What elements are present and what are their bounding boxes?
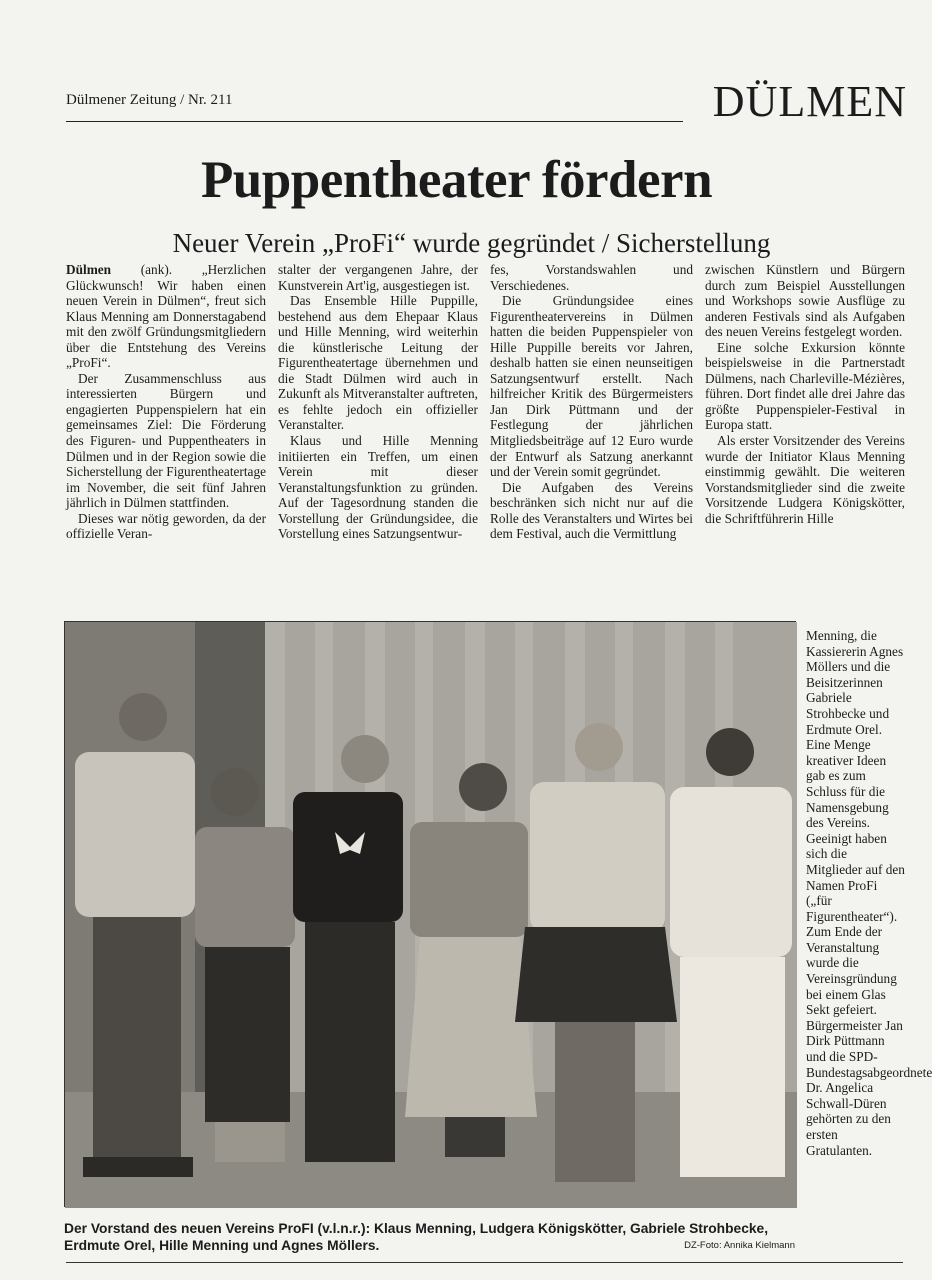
- bottom-rule: [66, 1262, 903, 1263]
- paragraph: Das Ensemble Hille Puppille, bestehend aus dem Ehepaar Klaus und Hille Menning, wird weiterhin die künstlerische Leitung der Figurentheatertage übernehmen und die Stadt Dülmen wird auch in Zukunft als Mitveranstalter auftreten, es fehlte jedoch ein offizieller Veranstalter.: [278, 293, 478, 433]
- person-6: [670, 728, 792, 1177]
- paragraph: Die Gründungsidee eines Figurentheatervereins in Dülmen hatten die beiden Puppenspieler von Hille Puppille bereits vor Jahren, deshalb hatten sie einen neunseitigen Satzungsentwurf erstellt. Nach hilfreicher Kritik des Bürgermeisters Jan Dirk Püttmann und der Festlegung der jährlichen Mitgliedsbeiträge auf 12 Euro wurde der Entwurf als Satzung anerkannt und der Verein somit gegründet.: [490, 293, 693, 480]
- paragraph: Dieses war nötig geworden, da der offizielle Veran-: [66, 510, 266, 542]
- paragraph: Dülmen (ank). „Herzlichen Glückwunsch! Wir haben einen neuen Verein in Dülmen“, freut sich Klaus Menning am Donnerstagabend mit den zwölf Gründungsmitgliedern über die Entstehung des Vereins „ProFi“.: [66, 262, 266, 371]
- person-2: [195, 768, 295, 1162]
- paragraph: Eine Menge kreativer Ideen gab es zum Schluss für die Namensgebung des Vereins. Geeinigt haben sich die Mitglieder auf den Namen ProFi („für Figurentheater“). Zum Ende der Veranstaltung wurde die Vereinsgründung bei einem Glas Sekt gefeiert. Bürgermeister Jan Dirk Püttmann und die SPD-Bundestagsabgeordnete Dr. Angelica Schwall-Düren gehörten zu den ersten Gratulanten.: [806, 737, 932, 1158]
- article-column-1: [66, 262, 266, 542]
- article-column-5: [806, 628, 932, 1158]
- paragraph: Menning, die Kassiererin Agnes Möllers und die Beisitzerinnen Gabriele Strohbecke und Erdmute Orel.: [806, 628, 904, 737]
- paragraph: Die Aufgaben des Vereins beschränken sich nicht nur auf die Rolle des Veranstalters und Wirtes bei dem Festival, auch die Vermittlung: [490, 479, 693, 542]
- person-4: [405, 763, 537, 1157]
- group-photo: [64, 621, 796, 1207]
- group-photo-illustration: [65, 622, 797, 1208]
- section-title: DÜLMEN: [712, 77, 907, 126]
- article-headline: Puppentheater fördern: [200, 151, 713, 209]
- article-column-2: [278, 262, 478, 542]
- article-subheadline: Neuer Verein „ProFi“ wurde gegründet / Sicherstellung: [172, 228, 771, 258]
- photo-credit: DZ-Foto: Annika Kielmann: [684, 1240, 795, 1251]
- person-3: [293, 735, 403, 1162]
- masthead-rule: [66, 121, 683, 122]
- article-column-4: [705, 262, 905, 526]
- paragraph: stalter der vergangenen Jahre, der Kunstverein Art'ig, ausgestiegen ist.: [278, 262, 478, 293]
- paper-issue-label: Dülmener Zeitung / Nr. 211: [66, 92, 233, 108]
- paragraph: zwischen Künstlern und Bürgern durch zum Beispiel Ausstellungen und Workshops sowie Ausflüge zu anderen Festivals sind als Aufgaben des neuen Vereins festgelegt worden.: [705, 262, 905, 340]
- paragraph: fes, Vorstandswahlen und Verschiedenes.: [490, 262, 693, 293]
- paragraph: Der Zusammenschluss aus interessierten Bürgern und engagierten Puppenspielern hat ein gemeinsames Ziel: Die Förderung des Figuren- und Puppentheaters in Dülmen und in der Region sowie die Sicherstellung der Figurentheatertage im November, die seit fünf Jahren jährlich in Dülmen stattfinden.: [66, 370, 266, 511]
- photo-caption: Der Vorstand des neuen Vereins ProFI (v.l.n.r.): Klaus Menning, Ludgera Königskötter, Gabriele Strohbecke, Erdmute Orel, Hille Menning und Agnes Möllers.: [64, 1221, 769, 1253]
- article-column-3: [490, 262, 693, 542]
- person-1: [75, 693, 195, 1177]
- paragraph: Als erster Vorsitzender des Vereins wurde der Initiator Klaus Menning einstimmig gewählt. Die weiteren Vorstandsmitglieder sind die zweite Vorsitzende Ludgera Königskötter, die Schriftführerin Hille: [705, 433, 905, 526]
- paragraph: Eine solche Exkursion könnte beispielsweise in die Partnerstadt Dülmens, nach Charleville-Mézières, führen. Dort findet alle drei Jahre das größte Puppenspieler-Festival in Europa statt.: [705, 339, 905, 433]
- dateline: Dülmen: [66, 262, 112, 277]
- paragraph: Klaus und Hille Menning initiierten ein Treffen, um einen Verein mit dieser Veranstaltungsfunktion zu gründen. Auf der Tagesordnung standen die Vorstellung der Gründungsidee, die Vorstellung eines Satzungsentwur-: [278, 433, 478, 542]
